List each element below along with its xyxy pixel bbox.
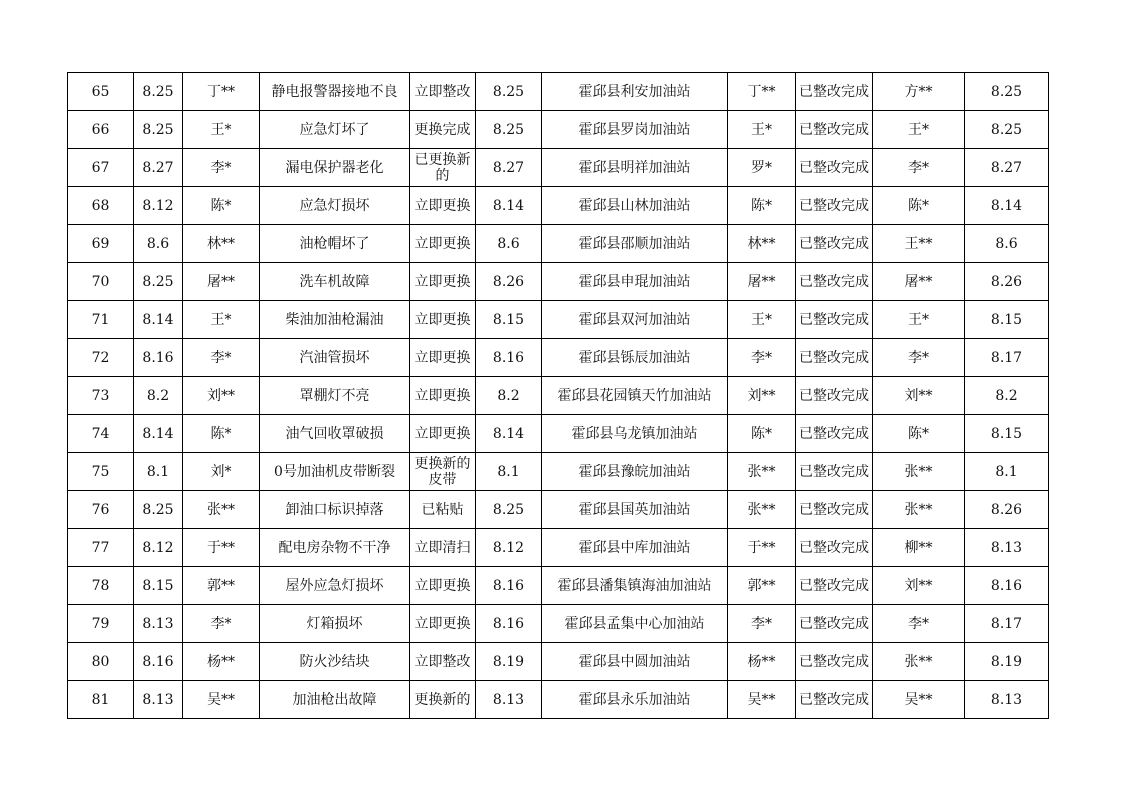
row-number-cell: 76 [68, 491, 134, 529]
verify-date-cell: 8.2 [965, 377, 1049, 415]
status-cell: 已整改完成 [796, 301, 873, 339]
issue-description-cell: 油气回收罩破损 [260, 415, 410, 453]
verifier-cell: 张** [873, 643, 965, 681]
row-number-cell: 75 [68, 453, 134, 491]
fix-date-cell: 8.25 [476, 73, 542, 111]
issue-description-cell: 卸油口标识掉落 [260, 491, 410, 529]
status-cell: 已整改完成 [796, 529, 873, 567]
reporter-cell: 王* [183, 301, 260, 339]
reporter-cell: 刘** [183, 377, 260, 415]
table-row [68, 491, 1049, 529]
reporter-cell: 刘* [183, 453, 260, 491]
reporter-cell: 李* [183, 149, 260, 187]
verifier-cell: 陈* [873, 415, 965, 453]
report-date-cell: 8.14 [134, 415, 183, 453]
reporter-cell: 丁** [183, 73, 260, 111]
verify-date-cell: 8.13 [965, 529, 1049, 567]
handler-cell: 张** [728, 491, 796, 529]
fix-date-cell: 8.2 [476, 377, 542, 415]
table-row [68, 681, 1049, 719]
row-number-cell: 74 [68, 415, 134, 453]
row-number-cell: 81 [68, 681, 134, 719]
handler-cell: 李* [728, 339, 796, 377]
handler-cell: 于** [728, 529, 796, 567]
verifier-cell: 陈* [873, 187, 965, 225]
row-number-cell: 69 [68, 225, 134, 263]
table-row [68, 605, 1049, 643]
station-name-cell: 霍邱县乌龙镇加油站 [542, 415, 728, 453]
fix-date-cell: 8.27 [476, 149, 542, 187]
rectification-table [67, 72, 1049, 719]
station-name-cell: 霍邱县孟集中心加油站 [542, 605, 728, 643]
status-cell: 已整改完成 [796, 491, 873, 529]
verifier-cell: 刘** [873, 567, 965, 605]
action-taken-cell: 更换新的皮带 [410, 453, 476, 491]
fix-date-cell: 8.12 [476, 529, 542, 567]
issue-description-cell: 防火沙结块 [260, 643, 410, 681]
status-cell: 已整改完成 [796, 567, 873, 605]
row-number-cell: 68 [68, 187, 134, 225]
status-cell: 已整改完成 [796, 415, 873, 453]
report-date-cell: 8.16 [134, 643, 183, 681]
action-taken-cell: 立即更换 [410, 605, 476, 643]
status-cell: 已整改完成 [796, 643, 873, 681]
station-name-cell: 霍邱县邵顺加油站 [542, 225, 728, 263]
action-taken-cell: 立即更换 [410, 377, 476, 415]
status-cell: 已整改完成 [796, 187, 873, 225]
handler-cell: 吴** [728, 681, 796, 719]
report-date-cell: 8.13 [134, 681, 183, 719]
row-number-cell: 73 [68, 377, 134, 415]
status-cell: 已整改完成 [796, 339, 873, 377]
action-taken-cell: 立即更换 [410, 301, 476, 339]
issue-description-cell: 油枪帽坏了 [260, 225, 410, 263]
table-row [68, 339, 1049, 377]
verify-date-cell: 8.25 [965, 111, 1049, 149]
table-row [68, 301, 1049, 339]
station-name-cell: 霍邱县铄辰加油站 [542, 339, 728, 377]
handler-cell: 王* [728, 301, 796, 339]
verify-date-cell: 8.17 [965, 605, 1049, 643]
table-row [68, 225, 1049, 263]
action-taken-cell: 立即更换 [410, 225, 476, 263]
station-name-cell: 霍邱县花园镇天竹加油站 [542, 377, 728, 415]
action-taken-cell: 更换新的 [410, 681, 476, 719]
report-date-cell: 8.2 [134, 377, 183, 415]
issue-description-cell: 0号加油机皮带断裂 [260, 453, 410, 491]
report-date-cell: 8.25 [134, 73, 183, 111]
issue-description-cell: 灯箱损坏 [260, 605, 410, 643]
station-name-cell: 霍邱县山林加油站 [542, 187, 728, 225]
report-date-cell: 8.15 [134, 567, 183, 605]
table-row [68, 377, 1049, 415]
handler-cell: 李* [728, 605, 796, 643]
action-taken-cell: 立即更换 [410, 263, 476, 301]
fix-date-cell: 8.16 [476, 567, 542, 605]
handler-cell: 杨** [728, 643, 796, 681]
reporter-cell: 张** [183, 491, 260, 529]
status-cell: 已整改完成 [796, 681, 873, 719]
station-name-cell: 霍邱县潘集镇海油加油站 [542, 567, 728, 605]
row-number-cell: 67 [68, 149, 134, 187]
table-body [68, 73, 1049, 719]
report-date-cell: 8.27 [134, 149, 183, 187]
handler-cell: 林** [728, 225, 796, 263]
status-cell: 已整改完成 [796, 149, 873, 187]
verify-date-cell: 8.6 [965, 225, 1049, 263]
fix-date-cell: 8.6 [476, 225, 542, 263]
verifier-cell: 李* [873, 149, 965, 187]
verifier-cell: 李* [873, 339, 965, 377]
handler-cell: 陈* [728, 187, 796, 225]
issue-description-cell: 应急灯损坏 [260, 187, 410, 225]
row-number-cell: 77 [68, 529, 134, 567]
handler-cell: 郭** [728, 567, 796, 605]
verifier-cell: 刘** [873, 377, 965, 415]
handler-cell: 罗* [728, 149, 796, 187]
verify-date-cell: 8.15 [965, 301, 1049, 339]
reporter-cell: 吴** [183, 681, 260, 719]
fix-date-cell: 8.15 [476, 301, 542, 339]
table-row [68, 643, 1049, 681]
issue-description-cell: 加油枪出故障 [260, 681, 410, 719]
issue-description-cell: 汽油管损坏 [260, 339, 410, 377]
station-name-cell: 霍邱县豫皖加油站 [542, 453, 728, 491]
verify-date-cell: 8.1 [965, 453, 1049, 491]
table-row [68, 567, 1049, 605]
action-taken-cell: 立即整改 [410, 73, 476, 111]
action-taken-cell: 立即更换 [410, 187, 476, 225]
verify-date-cell: 8.27 [965, 149, 1049, 187]
table-row [68, 187, 1049, 225]
verifier-cell: 张** [873, 491, 965, 529]
issue-description-cell: 罩棚灯不亮 [260, 377, 410, 415]
report-date-cell: 8.25 [134, 491, 183, 529]
table-row [68, 529, 1049, 567]
status-cell: 已整改完成 [796, 263, 873, 301]
verify-date-cell: 8.25 [965, 73, 1049, 111]
station-name-cell: 霍邱县双河加油站 [542, 301, 728, 339]
station-name-cell: 霍邱县国英加油站 [542, 491, 728, 529]
verify-date-cell: 8.17 [965, 339, 1049, 377]
fix-date-cell: 8.25 [476, 111, 542, 149]
verifier-cell: 吴** [873, 681, 965, 719]
report-date-cell: 8.12 [134, 529, 183, 567]
fix-date-cell: 8.19 [476, 643, 542, 681]
action-taken-cell: 已更换新的 [410, 149, 476, 187]
verifier-cell: 李* [873, 605, 965, 643]
issue-description-cell: 屋外应急灯损坏 [260, 567, 410, 605]
issue-description-cell: 漏电保护器老化 [260, 149, 410, 187]
row-number-cell: 70 [68, 263, 134, 301]
table-row [68, 111, 1049, 149]
handler-cell: 丁** [728, 73, 796, 111]
verifier-cell: 张** [873, 453, 965, 491]
reporter-cell: 李* [183, 605, 260, 643]
row-number-cell: 80 [68, 643, 134, 681]
handler-cell: 王* [728, 111, 796, 149]
station-name-cell: 霍邱县申琨加油站 [542, 263, 728, 301]
report-date-cell: 8.13 [134, 605, 183, 643]
fix-date-cell: 8.14 [476, 187, 542, 225]
table-row [68, 73, 1049, 111]
report-date-cell: 8.6 [134, 225, 183, 263]
station-name-cell: 霍邱县永乐加油站 [542, 681, 728, 719]
fix-date-cell: 8.13 [476, 681, 542, 719]
handler-cell: 刘** [728, 377, 796, 415]
row-number-cell: 72 [68, 339, 134, 377]
verifier-cell: 王** [873, 225, 965, 263]
verify-date-cell: 8.13 [965, 681, 1049, 719]
reporter-cell: 于** [183, 529, 260, 567]
reporter-cell: 屠** [183, 263, 260, 301]
report-date-cell: 8.1 [134, 453, 183, 491]
fix-date-cell: 8.25 [476, 491, 542, 529]
table-row [68, 415, 1049, 453]
verify-date-cell: 8.26 [965, 491, 1049, 529]
issue-description-cell: 应急灯坏了 [260, 111, 410, 149]
verify-date-cell: 8.15 [965, 415, 1049, 453]
fix-date-cell: 8.16 [476, 605, 542, 643]
issue-description-cell: 静电报警器接地不良 [260, 73, 410, 111]
action-taken-cell: 立即更换 [410, 567, 476, 605]
verify-date-cell: 8.16 [965, 567, 1049, 605]
reporter-cell: 杨** [183, 643, 260, 681]
table-row [68, 149, 1049, 187]
fix-date-cell: 8.16 [476, 339, 542, 377]
row-number-cell: 65 [68, 73, 134, 111]
issue-description-cell: 洗车机故障 [260, 263, 410, 301]
status-cell: 已整改完成 [796, 377, 873, 415]
action-taken-cell: 立即清扫 [410, 529, 476, 567]
reporter-cell: 陈* [183, 187, 260, 225]
status-cell: 已整改完成 [796, 225, 873, 263]
reporter-cell: 王* [183, 111, 260, 149]
verifier-cell: 方** [873, 73, 965, 111]
status-cell: 已整改完成 [796, 453, 873, 491]
row-number-cell: 66 [68, 111, 134, 149]
station-name-cell: 霍邱县明祥加油站 [542, 149, 728, 187]
report-date-cell: 8.25 [134, 111, 183, 149]
verify-date-cell: 8.14 [965, 187, 1049, 225]
fix-date-cell: 8.1 [476, 453, 542, 491]
station-name-cell: 霍邱县中圆加油站 [542, 643, 728, 681]
action-taken-cell: 立即整改 [410, 643, 476, 681]
row-number-cell: 71 [68, 301, 134, 339]
verify-date-cell: 8.19 [965, 643, 1049, 681]
issue-description-cell: 柴油加油枪漏油 [260, 301, 410, 339]
table-row [68, 263, 1049, 301]
reporter-cell: 陈* [183, 415, 260, 453]
handler-cell: 张** [728, 453, 796, 491]
action-taken-cell: 立即更换 [410, 415, 476, 453]
station-name-cell: 霍邱县罗岗加油站 [542, 111, 728, 149]
reporter-cell: 郭** [183, 567, 260, 605]
status-cell: 已整改完成 [796, 73, 873, 111]
report-date-cell: 8.12 [134, 187, 183, 225]
reporter-cell: 林** [183, 225, 260, 263]
handler-cell: 陈* [728, 415, 796, 453]
verify-date-cell: 8.26 [965, 263, 1049, 301]
issue-description-cell: 配电房杂物不干净 [260, 529, 410, 567]
fix-date-cell: 8.26 [476, 263, 542, 301]
verifier-cell: 柳** [873, 529, 965, 567]
status-cell: 已整改完成 [796, 605, 873, 643]
action-taken-cell: 立即更换 [410, 339, 476, 377]
handler-cell: 屠** [728, 263, 796, 301]
verifier-cell: 王* [873, 301, 965, 339]
row-number-cell: 79 [68, 605, 134, 643]
report-date-cell: 8.25 [134, 263, 183, 301]
status-cell: 已整改完成 [796, 111, 873, 149]
action-taken-cell: 更换完成 [410, 111, 476, 149]
action-taken-cell: 已粘贴 [410, 491, 476, 529]
station-name-cell: 霍邱县利安加油站 [542, 73, 728, 111]
reporter-cell: 李* [183, 339, 260, 377]
table-row [68, 453, 1049, 491]
report-date-cell: 8.16 [134, 339, 183, 377]
report-date-cell: 8.14 [134, 301, 183, 339]
station-name-cell: 霍邱县中库加油站 [542, 529, 728, 567]
fix-date-cell: 8.14 [476, 415, 542, 453]
verifier-cell: 屠** [873, 263, 965, 301]
row-number-cell: 78 [68, 567, 134, 605]
verifier-cell: 王* [873, 111, 965, 149]
